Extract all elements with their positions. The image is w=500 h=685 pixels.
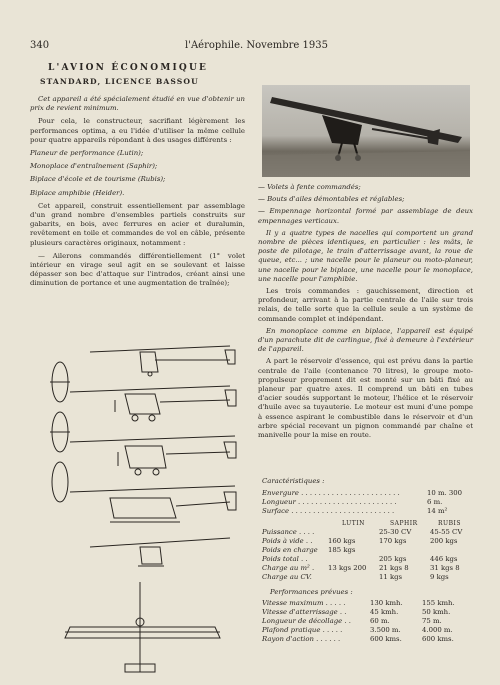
right-paragraph: — Volets à fente commandés;	[258, 183, 361, 191]
spec-value: 31 kgs 8	[430, 564, 460, 572]
left-paragraph: — Ailerons commandés différentiellement (1° volet intérieur en virage seul agit en se soulevant et laisse dépasser son bec d'attaque sur l'intrados, créant ainsi une diminution de portance et une augmentation de traînée);	[30, 251, 245, 288]
performance-row	[262, 608, 477, 617]
spec-row	[262, 546, 477, 555]
performance-row	[262, 617, 477, 626]
model-header	[262, 519, 477, 528]
drawing-rubis-side	[70, 436, 236, 475]
performance-value: 155 kmh.	[422, 599, 455, 607]
right-paragraph: Il y a quatre types de nacelles qui comportent un grand nombre de pièces identiques, en particulier : les mâts, le poste de pilotage, le train d'atterrissage avant, la roue de queue, etc... ; une nacelle pour le planeur ou moto-planeur, une nacelle pour le biplace, une nacelle pour le monoplace, une nacelle pour l'amphibie.	[258, 228, 473, 283]
performance-row	[262, 626, 477, 635]
dimension-row	[262, 498, 477, 507]
dimension-value: 14 m²	[427, 507, 448, 515]
spec-value: 170 kgs	[379, 537, 407, 545]
spec-value: 11 kgs	[379, 573, 403, 581]
dimension-row	[262, 489, 477, 498]
performance-value: 75 m.	[422, 617, 442, 625]
performance-value: 60 m.	[370, 617, 390, 625]
performance-value: 45 kmh.	[370, 608, 399, 616]
performance-label: Plafond pratique . . . . .	[262, 626, 343, 634]
spec-value: 25-30 CV	[379, 528, 412, 536]
performance-label: Rayon d'action . . . . . .	[262, 635, 341, 643]
article-subtitle: STANDARD, LICENCE BASSOU	[40, 77, 199, 86]
drawing-front-views	[50, 362, 70, 502]
dimension-value: 10 m. 300	[427, 489, 463, 497]
spec-value: 446 kgs	[430, 555, 458, 563]
spec-value: 45-55 CV	[430, 528, 463, 536]
spec-label: Puissance . . . .	[262, 528, 315, 536]
spec-row	[262, 555, 477, 564]
right-paragraph: — Bouts d'ailes démontables et réglables;	[258, 195, 405, 204]
spec-row	[262, 564, 477, 573]
right-paragraph: — Empennage horizontal formé par assemblage de deux empennages verticaux.	[258, 207, 473, 225]
right-paragraph: En monoplace comme en biplace, l'appareil est équipé d'un parachute dit de carlingue, fixé à demeure à l'extérieur de l'appareil.	[258, 326, 473, 354]
spec-label: Charge au CV.	[262, 573, 312, 581]
spec-value: 200 kgs	[430, 537, 458, 545]
specs-title: Caractéristiques :	[262, 477, 325, 485]
drawing-heider-front	[90, 538, 230, 566]
aircraft-photo	[262, 85, 470, 177]
drawing-saphir-side	[70, 386, 236, 421]
spec-value: 9 kgs	[430, 573, 449, 581]
drawing-lutin-side	[90, 346, 235, 376]
model-saphir: SAPHIR	[390, 520, 418, 527]
model-lutin: LUTIN	[342, 520, 365, 527]
performance-label: Vitesse maximum . . . . .	[262, 599, 346, 607]
spec-label: Poids à vide . .	[262, 537, 313, 545]
spec-label: Poids en charge	[262, 546, 318, 554]
performance-row	[262, 599, 477, 608]
performance-value: 600 kms.	[422, 635, 454, 643]
performance-value: 600 kms.	[370, 635, 402, 643]
dimension-label: Surface . . . . . . . . . . . . . . . . . . . . . . . .	[262, 507, 395, 515]
performance-value: 50 kmh.	[422, 608, 451, 616]
spec-value: 160 kgs	[328, 537, 356, 545]
drawing-plan-view	[65, 582, 220, 672]
left-paragraph: Biplace d'école et de tourisme (Rubis);	[30, 175, 166, 184]
spec-row	[262, 573, 477, 582]
drawing-heider-side	[70, 486, 236, 522]
article-title: L'AVION ÉCONOMIQUE	[48, 63, 209, 73]
dimension-label: Longueur . . . . . . . . . . . . . . . . . . . . . . .	[262, 498, 397, 506]
three-view-drawings	[30, 342, 250, 680]
left-paragraph: Pour cela, le constructeur, sacrifiant légèrement les performances optima, a eu l'idée d'utiliser la même cellule pour quatre appareils répondant à des usages différents :	[30, 117, 245, 144]
left-paragraph: Cet appareil, construit essentiellement par assemblage d'un grand nombre d'ensembles partiels construits sur gabarits, en bois, avec ferrures en acier et duralumin, revêtement en toile et commandes de vol en câble, présente plusieurs caractères originaux, notamment :	[30, 201, 245, 247]
specifications	[262, 477, 477, 644]
spec-row	[262, 528, 477, 537]
performances-title: Performances prévues :	[270, 588, 353, 596]
dimension-row	[262, 507, 477, 516]
dimension-value: 6 m.	[427, 498, 443, 506]
model-rubis: RUBIS	[438, 520, 461, 527]
performance-value: 4.000 m.	[422, 626, 453, 634]
performance-label: Longueur de décollage . .	[262, 617, 351, 625]
left-paragraph: Planeur de performance (Lutin);	[30, 149, 144, 158]
right-column-text	[258, 183, 473, 443]
spec-value: 21 kgs 8	[379, 564, 409, 572]
left-paragraph: Biplace amphibie (Heider).	[30, 188, 125, 197]
spec-value: 13 kgs 200	[328, 564, 367, 572]
performance-value: 130 kmh.	[370, 599, 403, 607]
left-paragraph: Monoplace d'entraînement (Saphir);	[30, 162, 158, 171]
page-number: 340	[30, 40, 50, 51]
spec-value: 185 kgs	[328, 546, 356, 554]
spec-value: 205 kgs	[379, 555, 407, 563]
left-paragraph: Cet appareil a été spécialement étudié en vue d'obtenir un prix de revient minimum.	[30, 95, 245, 113]
performance-label: Vitesse d'atterrissage . .	[262, 608, 347, 616]
right-paragraph: A part le réservoir d'essence, qui est prévu dans la partie centrale de l'aile (contenance 70 litres), le groupe moto-propulseur proprement dit est monté sur un bâti fixé au planeur par quatre axes. Il comprend un bâti en tubes d'acier soudés supportant le moteur, l'hélice et le réservoir d'huile avec sa tuyauterie. Le moteur est muni d'une pompe à essence aspirant le combustible dans le réservoir et d'un arbre spécial recevant un pignon commandé par chaîne et manivelle pour la mise en route.	[258, 357, 473, 440]
spec-row	[262, 537, 477, 546]
spec-label: Charge au m² .	[262, 564, 315, 572]
dimension-label: Envergure . . . . . . . . . . . . . . . . . . . . . . .	[262, 489, 400, 497]
performance-value: 3.500 m.	[370, 626, 401, 634]
left-column-text	[30, 95, 245, 293]
spec-label: Poids total . .	[262, 555, 308, 563]
right-paragraph: Les trois commandes : gauchissement, direction et profondeur, arrivant à la partie centrale de l'aile sur trois relais, de telle sorte que la cellule seule a un système de commande complet et indépendant.	[258, 287, 473, 323]
performance-row	[262, 635, 477, 644]
running-head: l'Aérophile. Novembre 1935	[185, 40, 328, 51]
